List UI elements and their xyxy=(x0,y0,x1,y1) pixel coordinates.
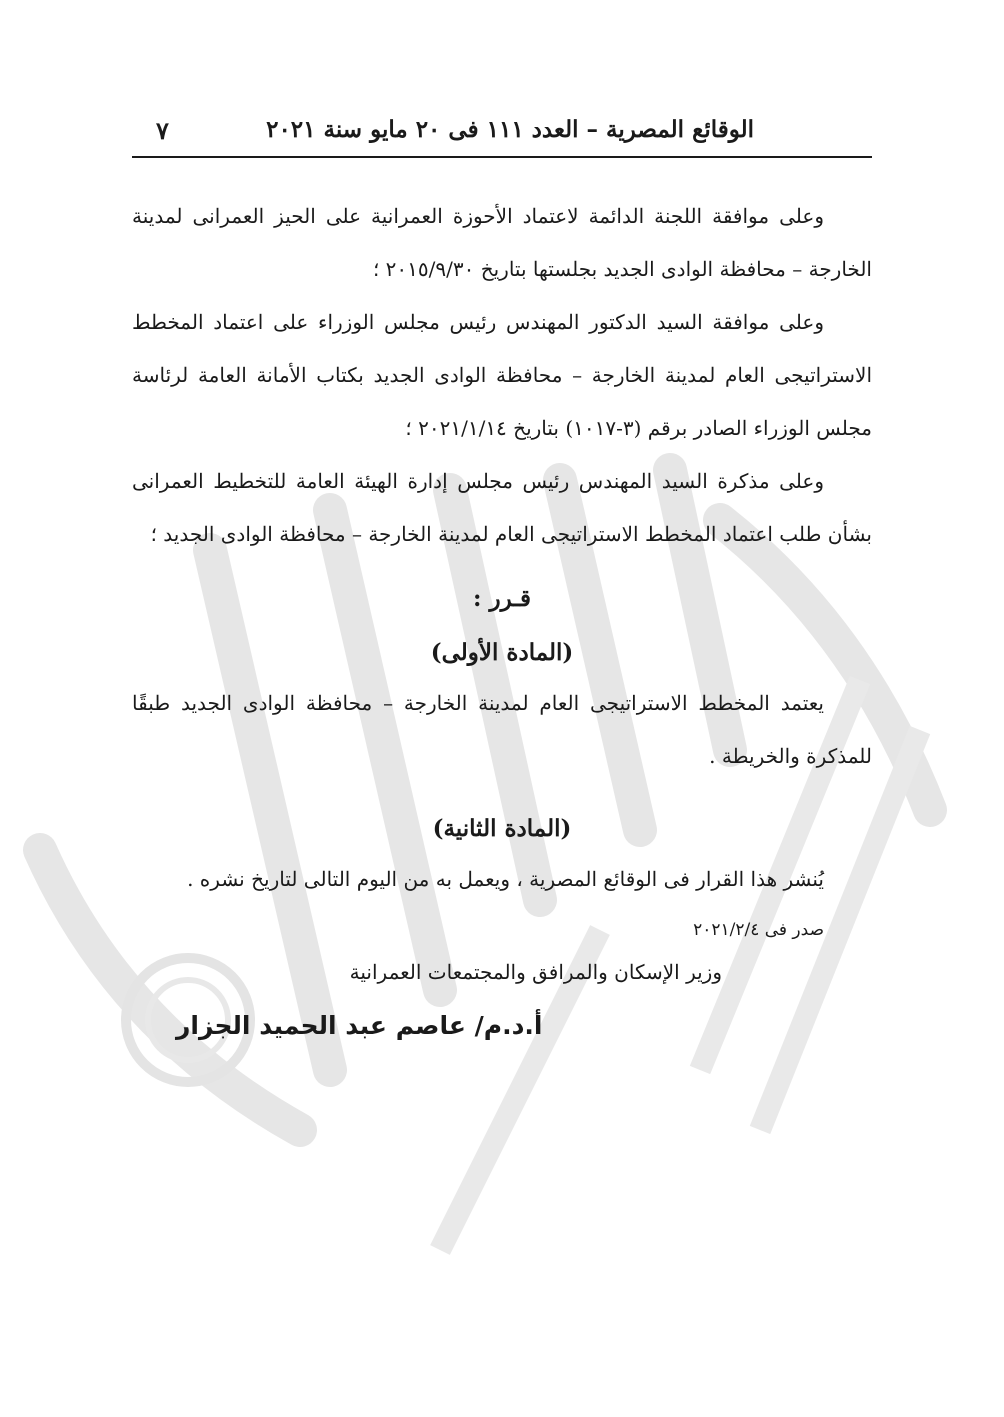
article-1-text: يعتمد المخطط الاستراتيجى العام لمدينة الخارجة – محافظة الوادى الجديد طبقًا للمذكرة والخريطة . xyxy=(132,691,872,768)
gazette-title: الوقائع المصرية – العدد ١١١ فى ٢٠ مايو سنة ٢٠٢١ xyxy=(266,116,754,143)
signature-block xyxy=(160,952,872,1046)
decree-body xyxy=(132,190,872,950)
minister-name: أ.د.م/ عاصم عبد الحميد الجزار xyxy=(176,1011,543,1040)
issued-date: صدر فى ٢٠٢١/٢/٤ xyxy=(693,920,824,940)
minister-title: وزير الإسكان والمرافق والمجتمعات العمرانية xyxy=(349,960,722,984)
decision-heading: قـرر : xyxy=(472,585,532,612)
article-2-text: يُنشر هذا القرار فى الوقائع المصرية ، ويعمل به من اليوم التالى لتاريخ نشره . xyxy=(187,867,824,891)
article-1-heading: (المادة الأولى) xyxy=(430,639,574,666)
page-number: ٧ xyxy=(156,116,169,145)
header-divider xyxy=(132,156,872,158)
recital-paragraph-2: وعلى موافقة السيد الدكتور المهندس رئيس مجلس الوزراء على اعتماد المخطط الاستراتيجى العام لمدينة الخارجة – محافظة الوادى الجديد بكتاب الأمانة العامة لرئاسة مجلس الوزراء الصادر برقم (٣-١٠١٧) بتاريخ ٢٠٢١/١/١٤ ؛ xyxy=(132,310,872,440)
recital-paragraph-3: وعلى مذكرة السيد المهندس رئيس مجلس إدارة الهيئة العامة للتخطيط العمرانى بشأن طلب اعتماد المخطط الاستراتيجى العام لمدينة الخارجة – محافظة الوادى الجديد ؛ xyxy=(132,469,872,546)
article-2-heading: (المادة الثانية) xyxy=(432,815,572,842)
page-header xyxy=(132,112,872,152)
recital-paragraph-1: وعلى موافقة اللجنة الدائمة لاعتماد الأحوزة العمرانية على الحيز العمرانى لمدينة الخارجة – محافظة الوادى الجديد بجلستها بتاريخ ٢٠١٥/٩/٣٠ ؛ xyxy=(132,204,872,281)
